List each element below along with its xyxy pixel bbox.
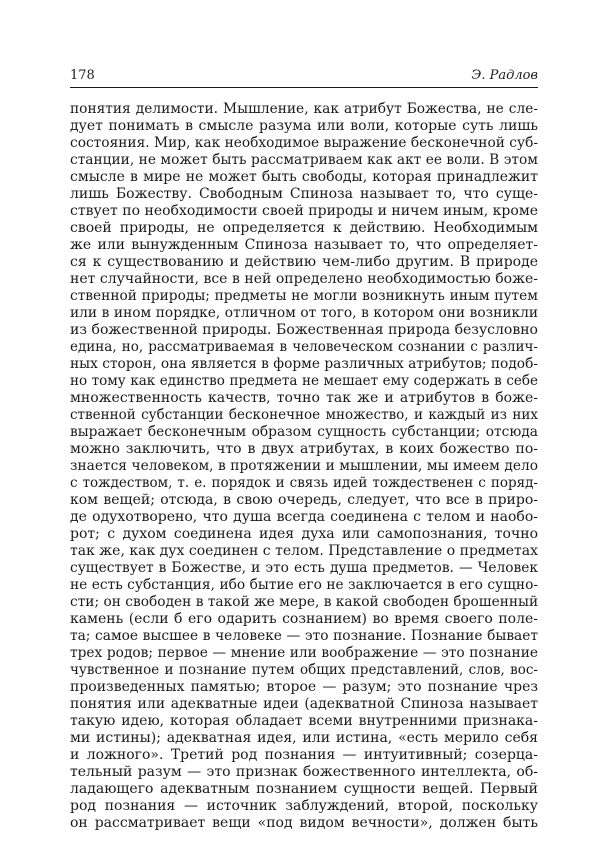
text-line: та; самое высшее в человеке — это познание. Познание бывает <box>70 628 538 644</box>
text-line: не есть субстанция, ибо бытие его не заключается в его сущно- <box>70 577 538 593</box>
text-line: род познания — источник заблуждений, второй, поскольку <box>70 798 538 814</box>
body-text <box>70 101 538 832</box>
text-line: ком вещей; отсюда, в свою очередь, следует, что все в приро- <box>70 492 538 508</box>
text-line: существует в Божестве, и это есть душа предметов. — Человек <box>70 560 538 576</box>
text-line: смысле в мире не может быть свободы, которая принадлежит <box>70 169 538 185</box>
text-line: с тождеством, т. е. порядок и связь идей тождественен с поряд- <box>70 475 538 491</box>
page-number: 178 <box>70 68 95 83</box>
text-line: произведенных памятью; второе — разум; это познание чрез <box>70 679 538 695</box>
text-line: едина, но, рассматриваемая в человеческом сознании с различ- <box>70 339 538 355</box>
text-line: понятия делимости. Мышление, как атрибут Божества, не сле- <box>70 101 538 117</box>
text-line: ственной субстанции бесконечное множество, и каждый из них <box>70 407 538 423</box>
text-line: чувственное и познание путем общих представлений, слов, вос- <box>70 662 538 678</box>
text-line: множественность качеств, точно так же и атрибутов в боже- <box>70 390 538 406</box>
text-line: дует понимать в смысле разума или воли, которые суть лишь <box>70 118 538 134</box>
text-line: выражает бесконечным образом сущность субстанции; отсюда <box>70 424 538 440</box>
text-line: рот; с духом соединена идея духа или самопознания, точно <box>70 526 538 542</box>
text-line: камень (если б его одарить сознанием) во время своего поле- <box>70 611 538 627</box>
text-line: так же, как дух соединен с телом. Представление о предметах <box>70 543 538 559</box>
text-line: де одухотворено, что душа всегда соединена с телом и наобо- <box>70 509 538 525</box>
text-line: состояния. Мир, как необходимое выражение бесконечной суб- <box>70 135 538 151</box>
text-line: же или вынужденным Спиноза называет то, что определяет- <box>70 237 538 253</box>
text-line: такую идею, которая обладает всеми внутренними признака- <box>70 713 538 729</box>
text-line: ственной природы; предметы не могли возникнуть иным путем <box>70 288 538 304</box>
text-line: ствует по необходимости своей природы и ничем иным, кроме <box>70 203 538 219</box>
text-line: своей природы, не определяется к действию. Необходимым <box>70 220 538 236</box>
text-line: понятия или адекватные идеи (адекватной Спиноза называет <box>70 696 538 712</box>
text-line: станции, не может быть рассматриваем как акт ее воли. В этом <box>70 152 538 168</box>
text-line: знается человеком, в протяжении и мышлении, мы имеем дело <box>70 458 538 474</box>
text-line: сти; он свободен в такой же мере, в какой свободен брошенный <box>70 594 538 610</box>
text-line: тельный разум — это признак божественного интеллекта, об- <box>70 764 538 780</box>
text-line: лишь Божеству. Свободным Спиноза называет то, что суще- <box>70 186 538 202</box>
text-line: и ложного». Третий род познания — интуитивный; созерца- <box>70 747 538 763</box>
text-line: из божественной природы. Божественная природа безусловно <box>70 322 538 338</box>
text-line: ся к существованию и действию чем-либо другим. В природе <box>70 254 538 270</box>
text-line: ладающего адекватным познанием сущности вещей. Первый <box>70 781 538 797</box>
text-line: трех родов; первое — мнение или воображение — это познание <box>70 645 538 661</box>
running-header <box>70 68 538 86</box>
text-line: нет случайности, все в ней определено необходимостью боже- <box>70 271 538 287</box>
running-head-author: Э. Радлов <box>471 68 538 83</box>
text-line: он рассматривает вещи «под видом вечности», должен быть <box>70 815 538 831</box>
text-line: ми истины); адекватная идея, или истина, «есть мерило себя <box>70 730 538 746</box>
header-rule <box>70 87 538 88</box>
text-line: ных сторон, она является в форме различных атрибутов; подоб- <box>70 356 538 372</box>
text-line: можно заключить, что в двух атрибутах, в коих божество по- <box>70 441 538 457</box>
text-line: или в ином порядке, отличном от того, в котором они возникли <box>70 305 538 321</box>
text-line: но тому как единство предмета не мешает ему содержать в себе <box>70 373 538 389</box>
